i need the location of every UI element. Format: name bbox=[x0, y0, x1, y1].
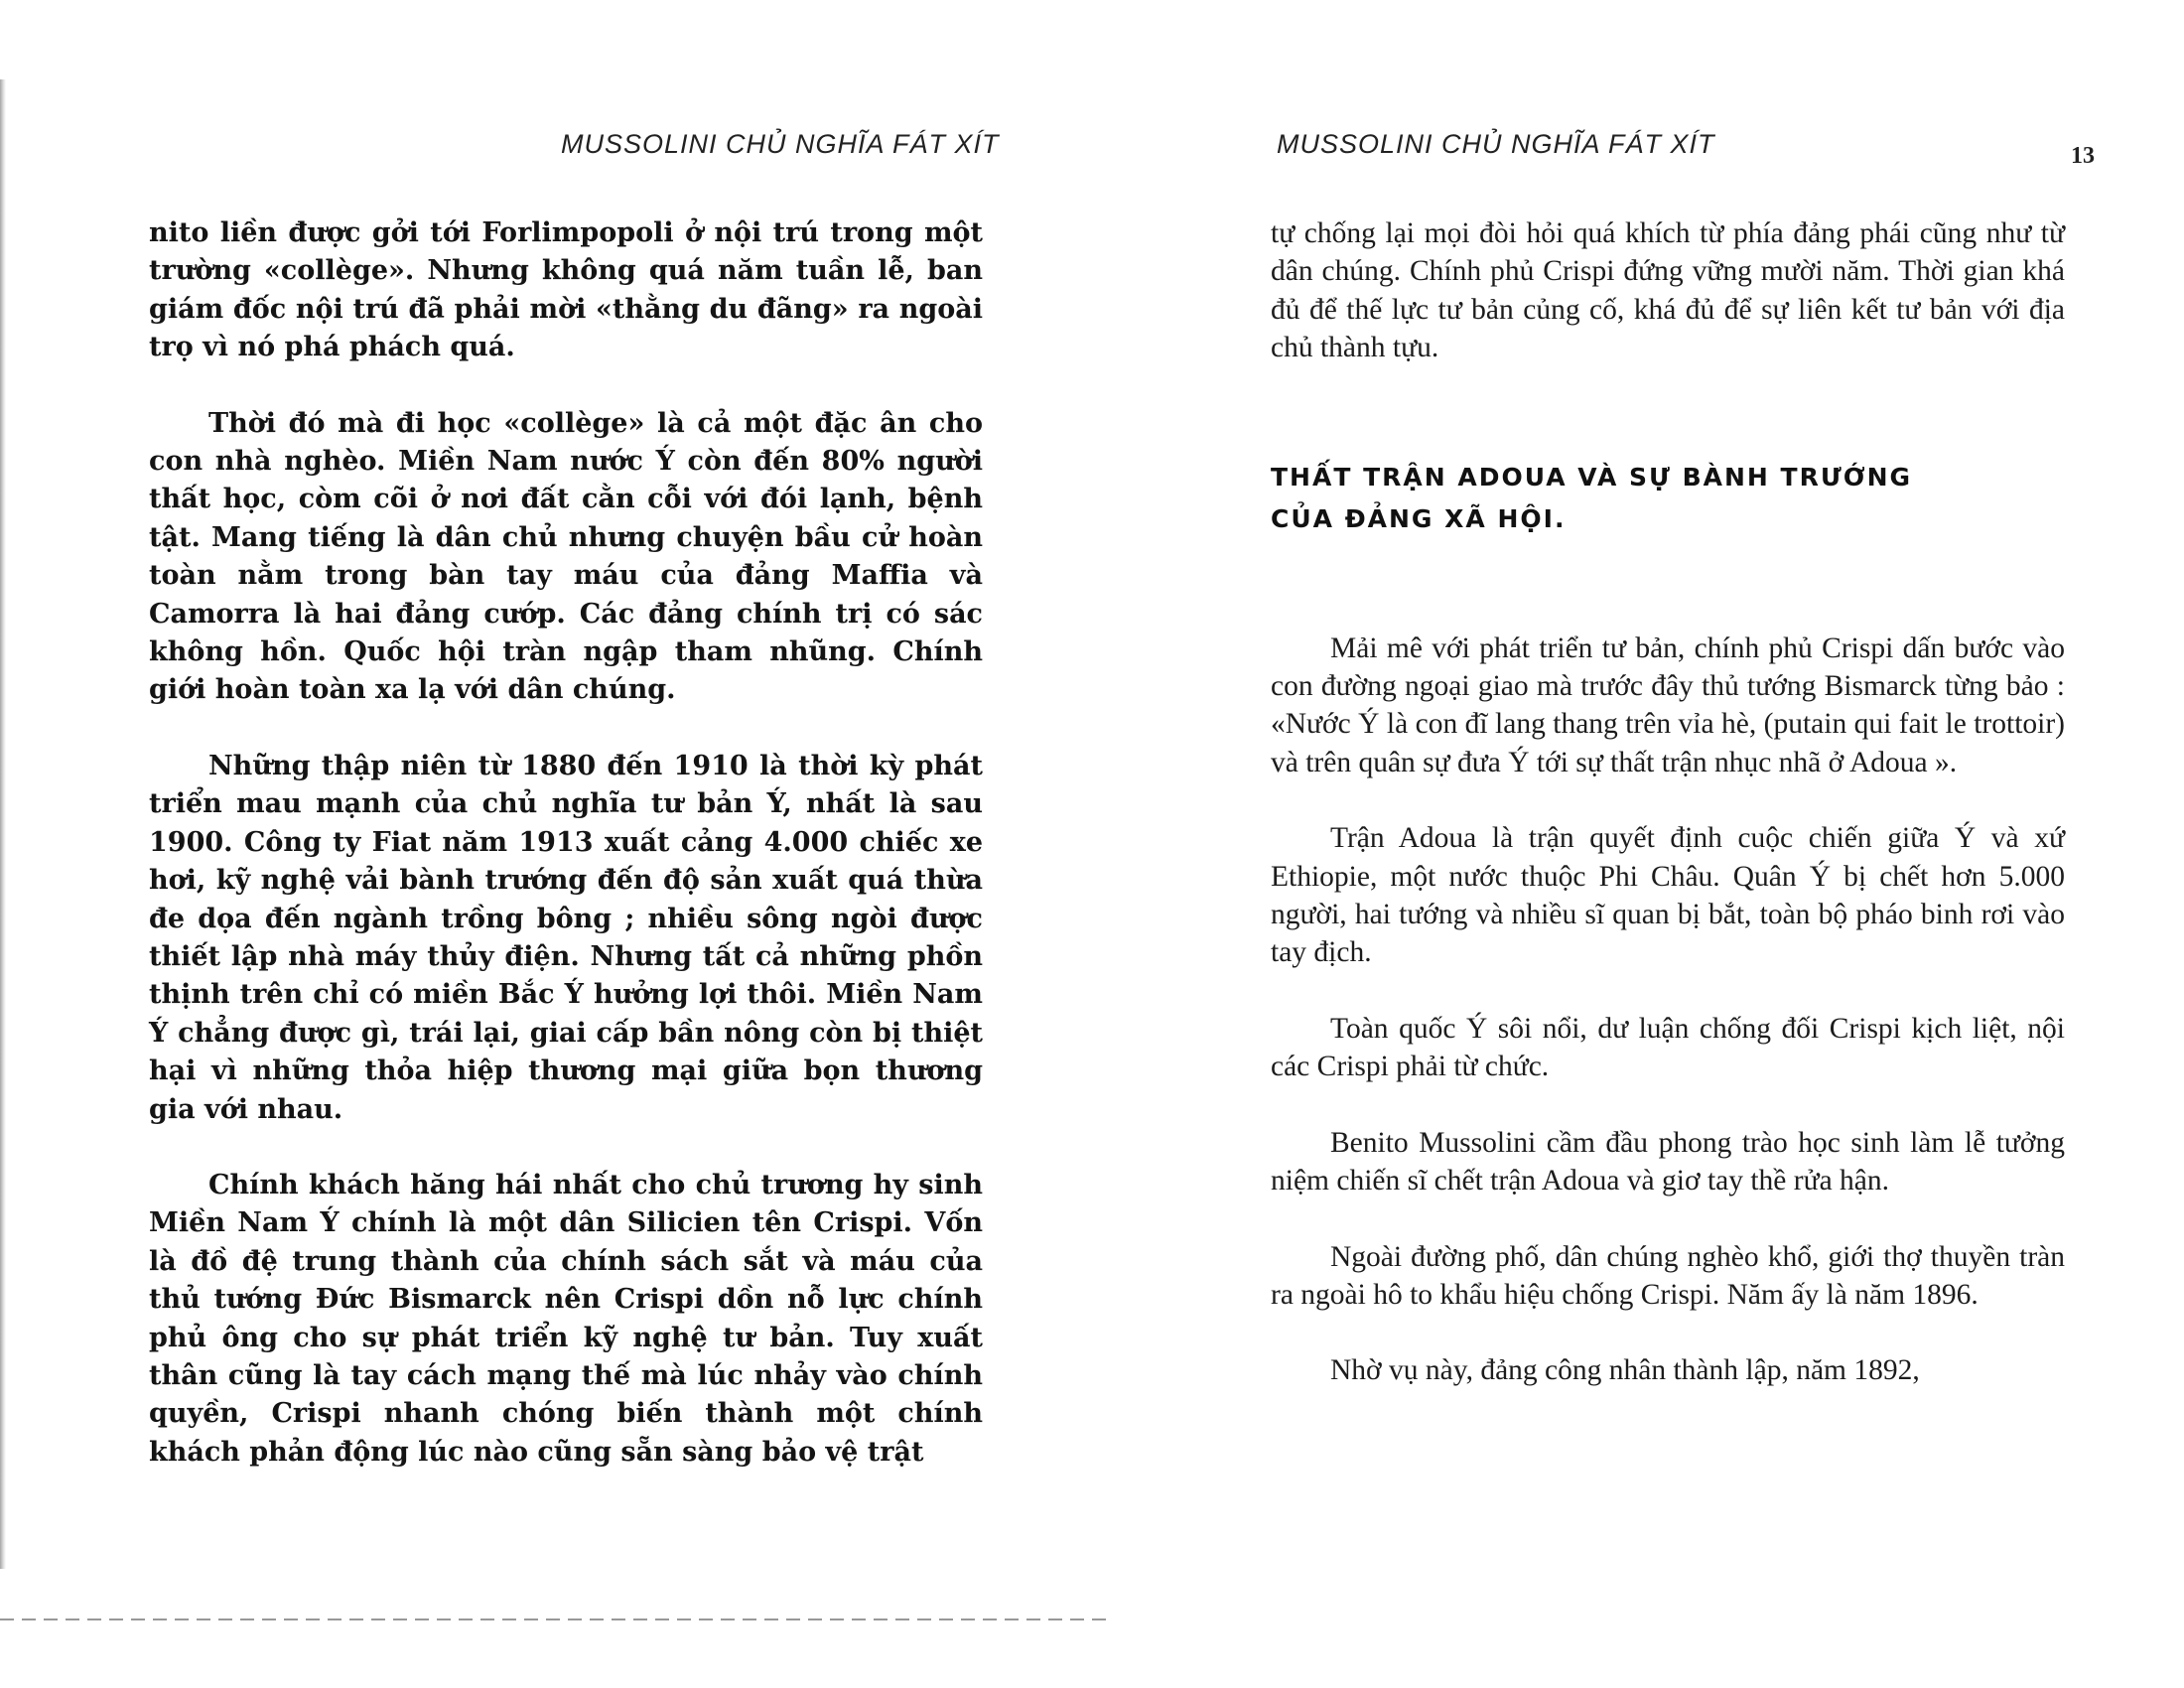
right-paragraph-2: Trận Adoua là trận quyết định cuộc chiến giữa Ý và xứ Ethiopie, một nước thuộc Phi Châu. Quân Ý bị chết hơn 5.000 người, hai tướng và nhiều sĩ quan bị bắt, toàn bộ pháo binh rơi vào tay địch. bbox=[1271, 822, 2065, 969]
left-paragraph-4: Chính khách hăng hái nhất cho chủ trương hy sinh Miền Nam Ý chính là một dân Silicien tên Crispi. Vốn là đồ đệ trung thành của chính sách sắt và máu của thủ tướng Đức Bismarck nên Crispi dồn nỗ lực chính phủ ông cho sự phát triển kỹ nghệ tư bản. Tuy xuất thân cũng là tay cách mạng thế mà lúc nhảy vào chính quyền, Crispi nhanh chóng biến thành một chính khách phản động lúc nào cũng sẵn sàng bảo vệ trật bbox=[149, 1169, 983, 1468]
right-text-block bbox=[1271, 214, 2065, 1428]
right-paragraph-5: Ngoài đường phố, dân chúng nghèo khổ, giới thợ thuyền tràn ra ngoài hô to khẩu hiệu chống Crispi. Năm ấy là năm 1896. bbox=[1271, 1240, 2065, 1311]
right-paragraph-3: Toàn quốc Ý sôi nổi, dư luận chống đối Crispi kịch liệt, nội các Crispi phải từ chức. bbox=[1271, 1012, 2065, 1083]
section-heading-line-1: THẤT TRẬN ADOUA VÀ SỰ BÀNH TRƯỚNG bbox=[1271, 462, 1913, 492]
left-text-block bbox=[149, 214, 983, 1509]
right-page bbox=[1092, 0, 2184, 1688]
right-running-header: MUSSOLINI CHỦ NGHĨA FÁT XÍT bbox=[1277, 129, 1715, 159]
left-paragraph-1: nito liền được gởi tới Forlimpopoli ở nội trú trong một trường «collège». Nhưng không quá năm tuần lễ, ban giám đốc nội trú đã phải mời «thằng du đãng» ra ngoài trọ vì nó phá phách quá. bbox=[149, 217, 983, 363]
right-paragraph-1: Mải mê với phát triển tư bản, chính phủ Crispi dấn bước vào con đường ngoại giao mà trước đây thủ tướng Bismarck từng bảo : «Nước Ý là con đĩ lang thang trên vỉa hè, (putain qui fait le trottoir) và trên quân sự đưa Ý tới sự thất trận nhục nhã ở Adoua ». bbox=[1271, 632, 2065, 778]
page-number: 13 bbox=[2071, 143, 2095, 169]
bottom-edge-rule bbox=[0, 1618, 1112, 1620]
section-heading bbox=[1271, 457, 2065, 540]
section-heading-line-2: CỦA ĐẢNG XÃ HỘI. bbox=[1271, 503, 1567, 533]
binding-edge bbox=[0, 79, 6, 1569]
right-paragraph-6: Nhờ vụ này, đảng công nhân thành lập, năm 1892, bbox=[1330, 1354, 1920, 1387]
right-paragraph-4: Benito Mussolini cầm đầu phong trào học sinh làm lễ tưởng niệm chiến sĩ chết trận Adoua và giơ tay thề rửa hận. bbox=[1271, 1126, 2065, 1197]
right-opening-paragraph: tự chống lại mọi đòi hỏi quá khích từ phía đảng phái cũng như từ dân chúng. Chính phủ Crispi đứng vững mười năm. Thời gian khá đủ để thế lực tư bản củng cố, khá đủ để sự liên kết tư bản với địa chủ thành tựu. bbox=[1271, 217, 2065, 364]
left-running-header: MUSSOLINI CHỦ NGHĨA FÁT XÍT bbox=[561, 129, 1000, 159]
left-paragraph-3: Những thập niên từ 1880 đến 1910 là thời kỳ phát triển mau mạnh của chủ nghĩa tư bản Ý, nhất là sau 1900. Công ty Fiat năm 1913 xuất cảng 4.000 chiếc xe hơi, kỹ nghệ vải bành trướng đến độ sản xuất quá thừa đe dọa đến ngành trồng bông ; nhiều sông ngòi được thiết lập nhà máy thủy điện. Nhưng tất cả những phồn thịnh trên chỉ có miền Bắc Ý hưởng lợi thôi. Miền Nam Ý chẳng được gì, trái lại, giai cấp bần nông còn bị thiệt hại vì những thỏa hiệp thương mại giữa bọn thương gia với nhau. bbox=[149, 750, 983, 1125]
left-paragraph-2: Thời đó mà đi học «collège» là cả một đặc ân cho con nhà nghèo. Miền Nam nước Ý còn đến 80% người thất học, còm cõi ở nơi đất cằn cỗi với đói lạnh, bệnh tật. Mang tiếng là dân chủ nhưng chuyện bầu cử hoàn toàn nằm trong bàn tay máu của đảng Maffia và Camorra là hai đảng cướp. Các đảng chính trị có sác không hồn. Quốc hội tràn ngập tham nhũng. Chính giới hoàn toàn xa lạ với dân chúng. bbox=[149, 407, 983, 706]
